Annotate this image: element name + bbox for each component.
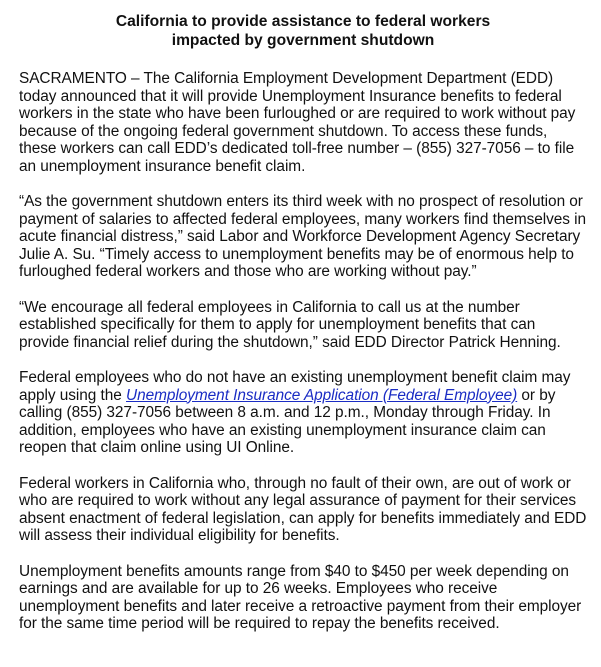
- paragraph-announcement: SACRAMENTO – The California Employment Development Department (EDD) today announced that it will provide Unemployment Insurance benefits to federal workers in the state who have been furloughed or are required to work without pay because of the ongoing federal government shutdown. To access these funds, these workers can call EDD’s dedicated toll-free number – (855) 327-7056 – to file an unemployment insurance benefit claim.: [19, 70, 576, 175]
- paragraph-secretary-quote: “As the government shutdown enters its third week with no prospect of resolution or payment of salaries to affected federal employees, many workers find themselves in acute financial distress,” said Labor and Workforce Development Agency Secretary Julie A. Su. “Timely access to unemployment benefits may be of enormous help to furloughed federal workers and those who are working without pay.”: [19, 193, 587, 280]
- paragraph-benefit-amounts: Unemployment benefits amounts range from $40 to $450 per week depending on earnings and are available for up to 26 weeks. Employees who receive unemployment benefits and later receive a retroactive payment from their employer for the same time period will be required to repay the benefits received.: [19, 562, 582, 632]
- paragraph-eligibility: Federal workers in California who, through no fault of their own, are out of work or who are required to work without any legal assurance of payment for their services absent enactment of federal legislation, can apply for benefits immediately and EDD will assess their individual eligibility for benefits.: [19, 474, 587, 544]
- ui-application-link[interactable]: Unemployment Insurance Application (Federal Employee): [126, 386, 518, 404]
- page-title: [19, 12, 587, 50]
- apply-text-before: Federal employees who do not have an existing unemployment benefit claim may apply using the: [19, 369, 571, 404]
- title-line-2: impacted by government shutdown: [171, 32, 435, 49]
- paragraph-how-to-apply: [19, 369, 587, 457]
- paragraph-director-quote: “We encourage all federal employees in California to call us at the number established specifically for them to apply for unemployment benefits that can provide financial relief during the shutdown,” said EDD Director Patrick Henning.: [19, 298, 561, 351]
- press-release: [19, 12, 587, 651]
- title-line-1: California to provide assistance to federal workers: [115, 13, 491, 30]
- apply-text-after: or by calling (855) 327-7056 between 8 a.m. and 12 p.m., Monday through Friday. In addition, employees who have an existing unemployment insurance claim can reopen that claim online using UI Online.: [19, 386, 556, 456]
